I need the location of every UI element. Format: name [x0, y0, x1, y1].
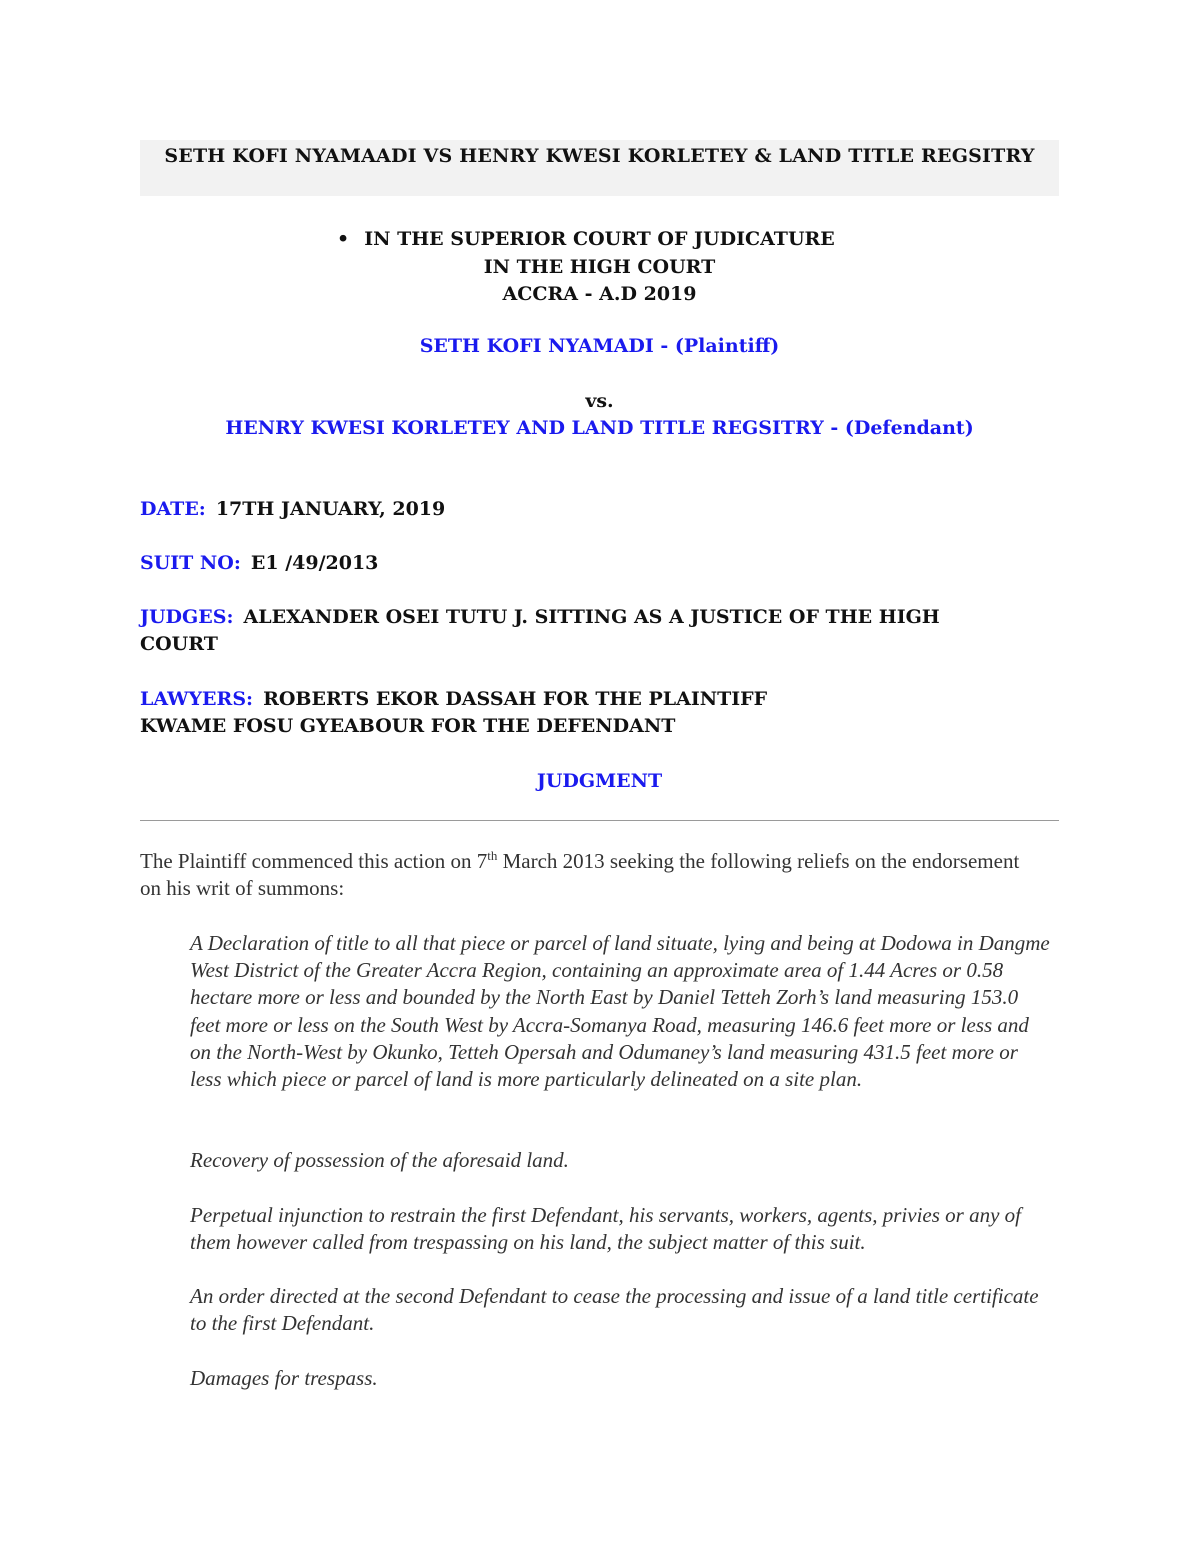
case-title: [140, 140, 1059, 196]
lawyers-defendant: KWAME FOSU GYEABOUR FOR THE DEFENDANT: [140, 715, 676, 737]
relief-item: A Declaration of title to all that piece or parcel of land situate, lying and being at Dodowa in Dangme West District of the Greater Accra Region, containing an approximate area of 1.44 Acres or 0.58 hectare more or less and bounded by the North East by Daniel Tetteh Zorh’s land measuring 153.0 feet more or less on the South West by Accra-Somanya Road, measuring 146.6 feet more or less and on the North-West by Okunko, Tetteh Opersah and Odumaney’s land measuring 431.5 feet more or less which piece or parcel of land is more particularly delineated on a site plan.: [190, 931, 1050, 1092]
judgment-heading: JUDGMENT: [536, 770, 663, 792]
relief-item: Damages for trespass.: [190, 1366, 378, 1390]
court-line-superior: IN THE SUPERIOR COURT OF JUDICATURE: [364, 228, 835, 250]
versus-text: vs.: [585, 390, 614, 412]
court-heading: [140, 226, 1059, 309]
defendant-party: HENRY KWESI KORLETEY AND LAND TITLE REGSITRY - (Defendant): [225, 417, 974, 439]
lawyers-field: [140, 686, 1059, 740]
lawyers-plaintiff: ROBERTS EKOR DASSAH FOR THE PLAINTIFF: [263, 688, 768, 710]
suit-number-label: SUIT NO:: [140, 552, 241, 574]
date-value: 17TH JANUARY, 2019: [215, 498, 446, 520]
intro-text-start: The Plaintiff commenced this action on 7: [140, 849, 488, 873]
intro-paragraph: [140, 848, 1020, 902]
judges-label: JUDGES:: [140, 606, 234, 628]
relief-item: An order directed at the second Defendant to cease the processing and issue of a land title certificate to the first Defendant.: [190, 1284, 1039, 1336]
lawyers-label: LAWYERS:: [140, 688, 254, 710]
section-divider: [140, 820, 1059, 821]
bullet-icon: •: [337, 228, 350, 250]
relief-item: Recovery of possession of the aforesaid land.: [190, 1148, 569, 1172]
court-line-location-year: ACCRA - A.D 2019: [502, 283, 697, 305]
plaintiff-party: SETH KOFI NYAMADI - (Plaintiff): [419, 335, 780, 357]
intro-superscript: th: [487, 848, 498, 863]
date-label: DATE:: [140, 498, 206, 520]
document-page: [140, 140, 1059, 1390]
case-title-text: SETH KOFI NYAMAADI VS HENRY KWESI KORLETEY & LAND TITLE REGSITRY: [164, 145, 1035, 167]
relief-item: Perpetual injunction to restrain the first Defendant, his servants, workers, agents, privies or any of them however called from trespassing on his land, the subject matter of this suit.: [190, 1203, 1021, 1255]
court-line-high-court: IN THE HIGH COURT: [483, 255, 716, 278]
suit-number-field: [140, 550, 1059, 577]
intro-text-end: March 2013 seeking the following reliefs on the endorsement on his writ of summons:: [140, 849, 1020, 900]
judges-field: [140, 604, 1020, 658]
suit-number-value: E1 /49/2013: [250, 552, 379, 574]
judges-value: ALEXANDER OSEI TUTU J. SITTING AS A JUSTICE OF THE HIGH COURT: [140, 606, 940, 655]
date-field: [140, 496, 1059, 523]
